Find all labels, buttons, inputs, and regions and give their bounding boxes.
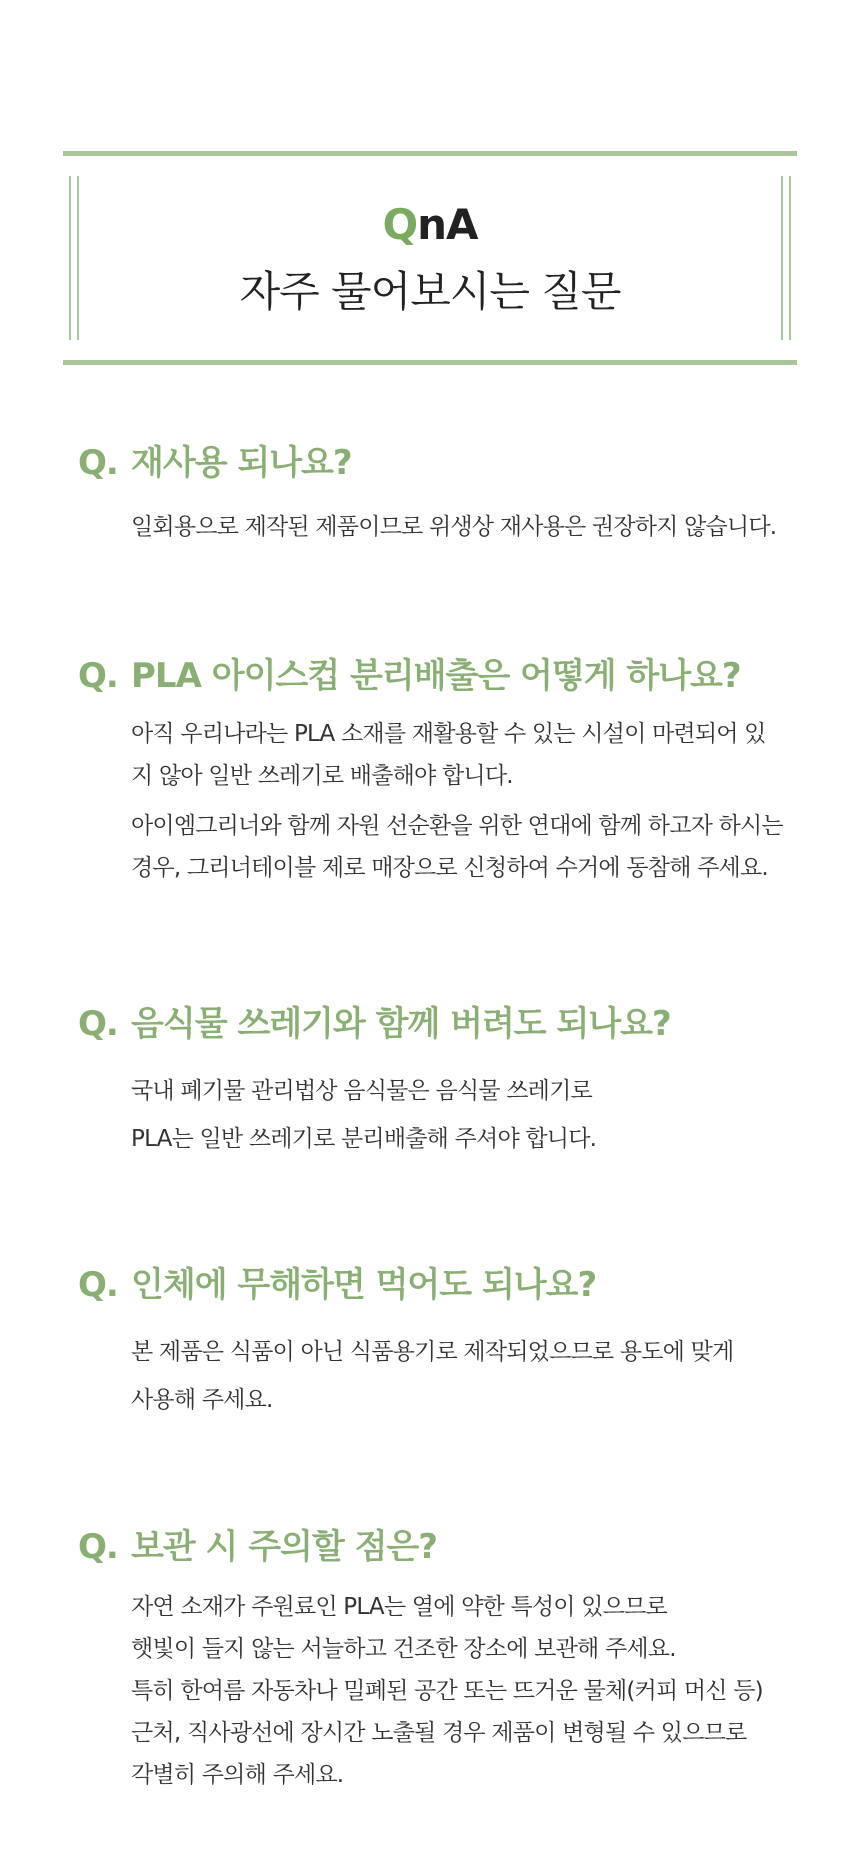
faq-answer bbox=[131, 1067, 798, 1163]
faq-item-edible bbox=[78, 1262, 798, 1424]
faq-question bbox=[78, 1001, 798, 1047]
qna-logo-q: Q bbox=[382, 200, 418, 249]
q-mark: Q. bbox=[78, 1527, 118, 1567]
faq-answer-line: PLA는 일반 쓰레기로 분리배출해 주셔야 합니다. bbox=[131, 1126, 597, 1152]
faq-answer-line: 각별히 주의해 주세요. bbox=[131, 1762, 344, 1788]
faq-item-food-waste bbox=[78, 1001, 798, 1163]
faq-question bbox=[78, 1524, 798, 1570]
faq-question-text: 인체에 무해하면 먹어도 되나요? bbox=[131, 1265, 597, 1305]
faq-answer-line: 일회용으로 제작된 제품이므로 위생상 재사용은 권장하지 않습니다. bbox=[131, 514, 777, 540]
page-title: 자주 물어보시는 질문 bbox=[239, 267, 621, 316]
faq-question-text: 보관 시 주의할 점은? bbox=[131, 1527, 437, 1567]
faq-answer-line: 아직 우리나라는 PLA 소재를 재활용할 수 있는 시설이 마련되어 있 bbox=[131, 721, 766, 747]
q-mark: Q. bbox=[78, 443, 118, 483]
faq-item-reuse bbox=[78, 440, 798, 548]
faq-question bbox=[78, 440, 798, 486]
faq-item-storage bbox=[78, 1524, 798, 1796]
faq-question-text: PLA 아이스컵 분리배출은 어떻게 하나요? bbox=[131, 656, 741, 696]
faq-answer bbox=[131, 506, 798, 548]
faq-answer-line: 근처, 직사광선에 장시간 노출될 경우 제품이 변형될 수 있으므로 bbox=[131, 1720, 747, 1746]
qna-header-box bbox=[63, 151, 797, 365]
faq-question-text: 음식물 쓰레기와 함께 버려도 되나요? bbox=[131, 1004, 671, 1044]
faq-answer-line: 지 않아 일반 쓰레기로 배출해야 합니다. bbox=[131, 763, 513, 789]
faq-answer-line: 특히 한여름 자동차나 밀폐된 공간 또는 뜨거운 물체(커피 머신 등) bbox=[131, 1678, 763, 1704]
faq-answer bbox=[131, 713, 798, 889]
q-mark: Q. bbox=[78, 1004, 118, 1044]
faq-answer-line: 자연 소재가 주원료인 PLA는 열에 약한 특성이 있으므로 bbox=[131, 1594, 667, 1620]
faq-answer-line: 경우, 그리너테이블 제로 매장으로 신청하여 수거에 동참해 주세요. bbox=[131, 855, 768, 881]
faq-question-text: 재사용 되나요? bbox=[131, 443, 352, 483]
faq-answer-line: 햇빛이 들지 않는 서늘하고 건조한 장소에 보관해 주세요. bbox=[131, 1636, 676, 1662]
faq-question bbox=[78, 653, 798, 699]
faq-answer bbox=[131, 1328, 798, 1424]
qna-logo bbox=[63, 200, 797, 250]
faq-answer-line: 아이엠그리너와 함께 자원 선순환을 위한 연대에 함께 하고자 하시는 bbox=[131, 813, 783, 839]
qna-logo-rest: nA bbox=[417, 200, 478, 249]
faq-answer-line: 사용해 주세요. bbox=[131, 1387, 273, 1413]
faq-item-recycling bbox=[78, 653, 798, 889]
faq-answer bbox=[131, 1586, 798, 1796]
faq-question bbox=[78, 1262, 798, 1308]
q-mark: Q. bbox=[78, 1265, 118, 1305]
faq-answer-line: 국내 폐기물 관리법상 음식물은 음식물 쓰레기로 bbox=[131, 1078, 592, 1104]
faq-answer-line: 본 제품은 식품이 아닌 식품용기로 제작되었으므로 용도에 맞게 bbox=[131, 1339, 734, 1365]
q-mark: Q. bbox=[78, 656, 118, 696]
